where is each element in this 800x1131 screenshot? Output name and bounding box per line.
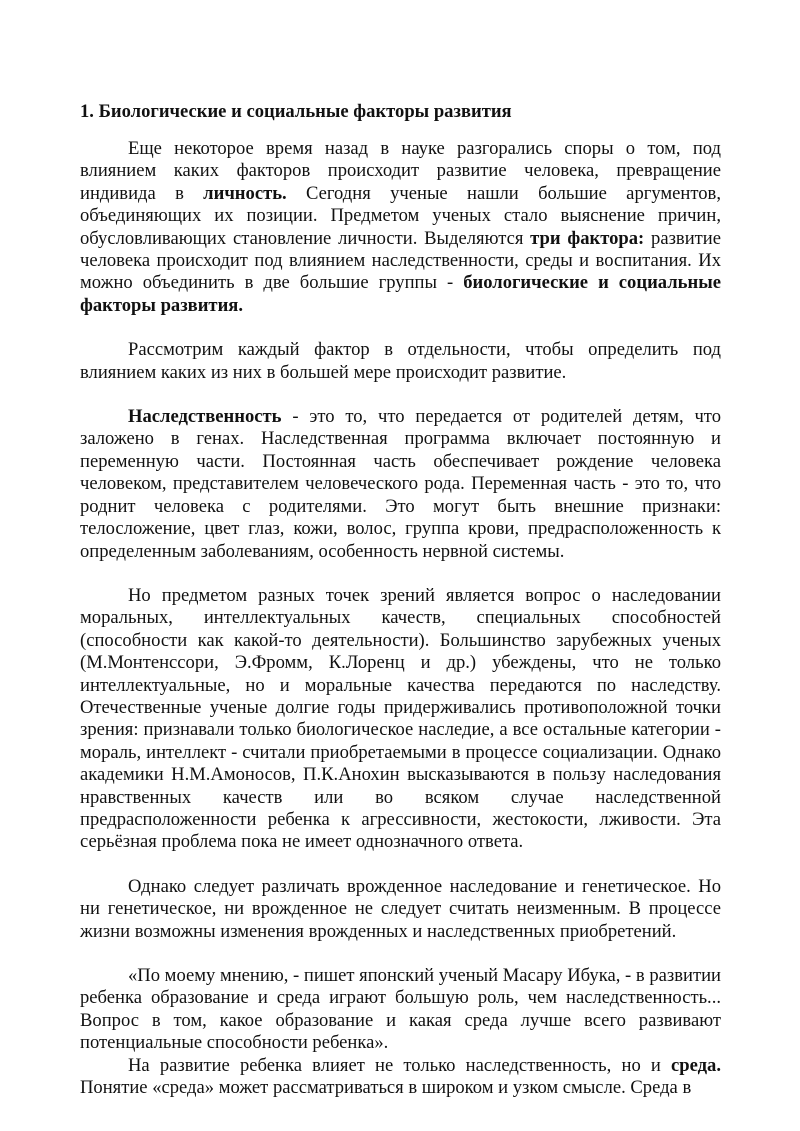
text-run: Понятие «среда» может рассматриваться в широком и узком смысле. Среда в bbox=[80, 1077, 692, 1099]
text-run: - это то, что передается от родителей детям, что заложено в генах. Наследственная программа включает постоянную и переменную части. Постоянная часть обеспечивает рождение человека человеком, представителем человеческого рода. Переменная часть - это то, что роднит человека с родителями. Это могут быть внешние признаки: телосложение, цвет глаз, кожи, волос, группа крови, предрасположенность к определенным заболеваниям, особенность нервной системы. bbox=[80, 406, 721, 562]
text-run: Еще некоторое время назад в науке разгорались споры о том, под влиянием каких факторов происходит развитие человека, превращение индивида в bbox=[80, 138, 721, 204]
bold-term-personality: личность. bbox=[203, 182, 287, 204]
paragraph-consider-each: Рассмотрим каждый фактор в отдельности, чтобы определить под влиянием каких из них в большей мере происходит развитие. bbox=[80, 339, 721, 383]
paragraph-heredity bbox=[80, 406, 721, 563]
paragraph-ibuka-quote: «По моему мнению, - пишет японский ученый Масару Ибука, - в развитии ребенка образование и среда играют большую роль, чем наследственность... Вопрос в том, какое образование и какая среда лучше всего развивают потенциальные способности ребенка». bbox=[80, 965, 721, 1054]
text-run: развитие человека происходит под влиянием наследственности, среды и воспитания. Их можно объединить в две большие группы - bbox=[80, 227, 721, 294]
paragraph-environment bbox=[80, 1055, 721, 1100]
bold-term-heredity: Наследственность bbox=[128, 406, 282, 428]
paragraph-factors-intro bbox=[80, 138, 721, 317]
document-body bbox=[80, 138, 721, 1099]
paragraph-innate-vs-genetic: Однако следует различать врожденное наследование и генетическое. Но ни генетическое, ни врожденное не следует считать неизменным. В процессе жизни возможны изменения врожденных и наследственных приобретений. bbox=[80, 875, 721, 942]
text-run: На развитие ребенка влияет не только наследственность, но и bbox=[128, 1054, 672, 1076]
paragraph-moral-inheritance: Но предметом разных точек зрений является вопрос о наследовании моральных, интеллектуальных качеств, специальных способностей (способности как какой-то деятельности). Большинство зарубежных ученых (М.Монтенссори, Э.Фромм, К.Лоренц и др.) убеждены, что не только интеллектуальные, но и моральные качества передаются по наследству. Отечественные ученые долгие годы придерживались противоположной точки зрения: признавали только биологическое наследие, а все остальные категории - мораль, интеллект - считали приобретаемыми в процессе социализации. Однако академики Н.М.Амоносов, П.К.Анохин высказываются в пользу наследования нравственных качеств или во всяком случае наследственной предрасположенности ребенка к агрессивности, жестокости, лживости. Эта серьёзная проблема пока не имеет однозначного ответа. bbox=[80, 584, 721, 853]
bold-term-three-factors: три фактора: bbox=[530, 227, 645, 249]
text-run: Сегодня ученые нашли большие аргументов, объединяющих их позиции. Предметом ученых стало выяснение причин, обусловливающих становление личности. Выделяются bbox=[80, 182, 721, 249]
bold-term-environment: среда. bbox=[671, 1054, 721, 1076]
bold-term-bio-social-factors: биологические и социальные факторы развития. bbox=[80, 272, 721, 316]
section-heading: 1. Биологические и социальные факторы развития bbox=[80, 101, 512, 122]
